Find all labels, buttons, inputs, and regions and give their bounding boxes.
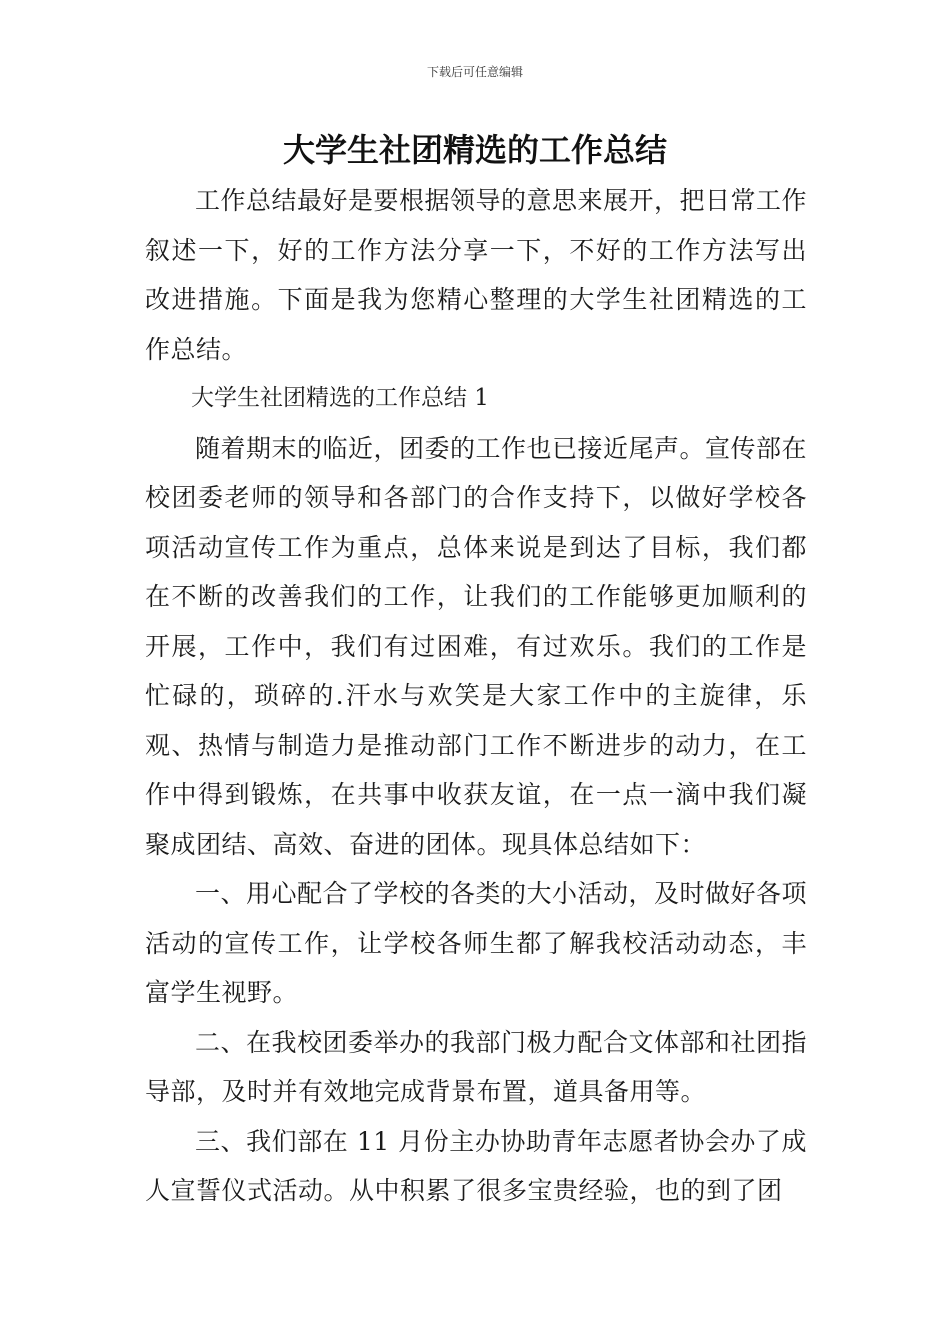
document-title: 大学生社团精选的工作总结 xyxy=(282,131,667,169)
body-paragraph: 随着期末的临近，团委的工作也已接近尾声。宣传部在校团委老师的领导和各部门的合作支持下，以做好学校各项活动宣传工作为重点，总体来说是到达了目标，我们都在不断的改善我们的工作，让我们的工作能够更加顺利的开展，工作中，我们有过困难，有过欢乐。我们的工作是忙碌的，琐碎的.汗水与欢笑是大家工作中的主旋律，乐观、热情与制造力是推动部门工作不断进步的动力，在工作中得到锻炼，在共事中收获友谊，在一点一滴中我们凝聚成团结、高效、奋进的团体。现具体总结如下： xyxy=(145,433,808,859)
list-item-paragraph: 二、在我校团委举办的我部门极力配合文体部和社团指导部，及时并有效地完成背景布置，道具备用等。 xyxy=(145,1027,808,1106)
header-note: 下载后可任意编辑 xyxy=(426,65,523,79)
list-item-paragraph: 三、我们部在 11 月份主办协助青年志愿者协会办了成人宣誓仪式活动。从中积累了很多宝贵经验，也的到了团 xyxy=(145,1126,807,1205)
document-body xyxy=(145,176,807,1216)
list-item-paragraph: 一、用心配合了学校的各类的大小活动，及时做好各项活动的宣传工作，让学校各师生都了解我校活动动态，丰富学生视野。 xyxy=(145,879,808,1007)
intro-paragraph: 工作总结最好是要根据领导的意思来展开，把日常工作叙述一下，好的工作方法分享一下，不好的工作方法写出改进措施。下面是我为您精心整理的大学生社团精选的工作总结。 xyxy=(145,186,808,364)
section-heading: 大学生社团精选的工作总结 1 xyxy=(191,385,489,411)
